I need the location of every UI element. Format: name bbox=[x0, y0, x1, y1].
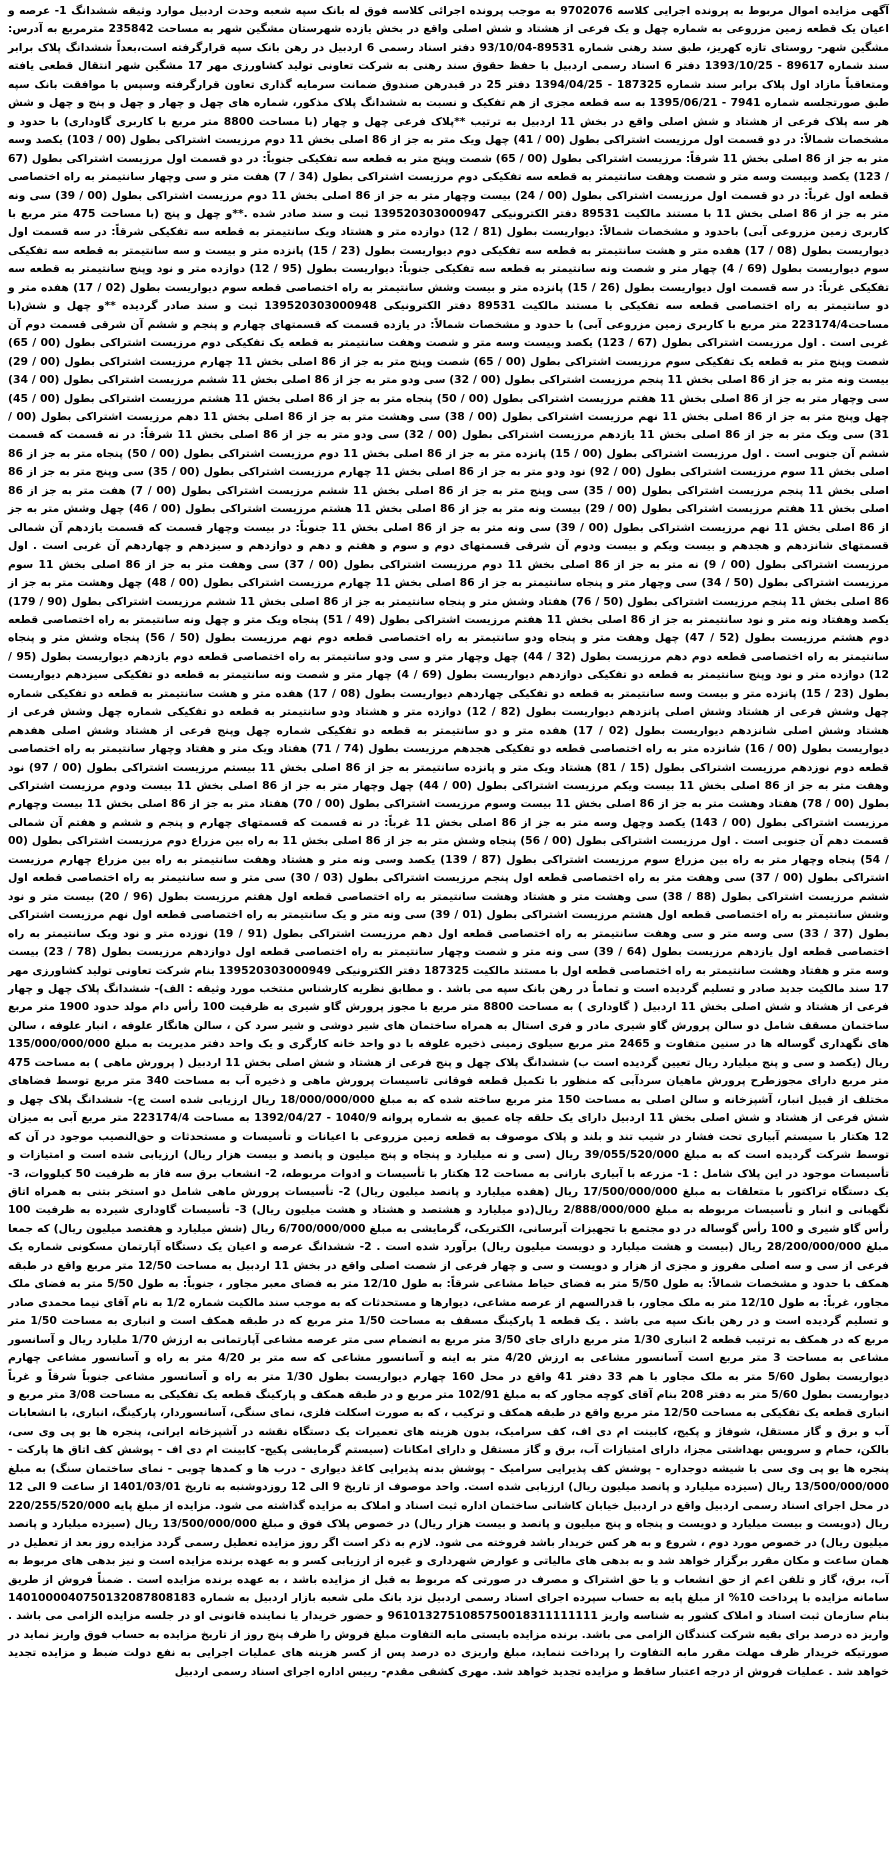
notice-text bbox=[8, 2, 889, 1681]
notice-title: آگهی مزایده اموال مربوط به پرونده اجرایی کلاسه 9702076 bbox=[560, 4, 889, 17]
notice-body: به موجب پرونده اجرائی کلاسه فوق له بانک سپه شعبه وحدت اردبیل موارد وثیقه ششدانگ 1- عرصه و اعیان یک قطعه زمین مزروعی به شماره چهل و یک فرعی از هشتاد و شش اصلی واقع در بخش یازده شهرستان مشگین شهر به مساحت 235842 مترمربع به آدرس: مشگین شهر- روستای تازه کهریز، طبق سند رهنی شماره 89531-93/10/04 دفتر اسناد رسمی 6 اردبیل در رهن بانک سپه قرارگرفته است،بعداً ششدانگ پلاک برابر سند شماره 89617 - 1393/10/25 دفتر 6 اسناد رسمی اردبیل با حفظ حقوق سند رهنی به شرکت تعاونی تولید کشاورزی مهر 17 مشگین شهر انتقال قطعی یافته ومتعاقباً مازاد اول پلاک برابر سند شماره 187325 - 1394/04/25 دفتر 25 در قبدرهن صندوق ضمانت سرمایه گذاری تعاون قرارگرفته وسپس با موافقت بانک سپه طبق صورتجلسه شماره 7941 - 1395/06/21 به سه قطعه مجزی از هم تفکیک و نسبت به ششدانگ پلاک مذکور، شماره های چهل و چهار و چهل و پنج و چهل و شش هر سه پلاک فرعی از هشتاد و شش اصلی واقع در بخش 11 اردبیل به ترتیب **پلاک فرعی چهل و چهار (با مساحت 8800 متر مربع با کاربری گاوداری) با حدود و مشخصات شمالاً: در دو قسمت اول مرزیست اشتراکی بطول (00 / 41) چهل ویک متر به جز از 86 اصلی بخش 11 دوم مرزیست اشتراکی بطول (00 / 103) یکصد وسه متر به جز از 86 اصلی بخش 11 شرقاً: مرزیست اشتراکی بطول (00 / 65) شصت وپنج متر به قطعه سه تفکیکی جنوباً: در دو قسمت اول مرزیست اشتراکی بطول (67 / 123) یکصد وبیست وسه متر و شصت وهفت سانتیمتر به قطعه سه تفکیکی دوم مرزیست اشتراکی بطول (34 / 7) هفت متر و سی وچهار سانتیمتر به راه اختصاصی قطعه اول غرباً: در دو قسمت اول مرزیست اشتراکی بطول (00 / 24) بیست وچهار متر به جز از 86 اصلی بخش 11 دوم مرزیست اشتراکی بطول (00 / 39) سی ونه متر به جز از 86 اصلی بخش 11 با مستند مالکیت 89531 دفتر الکترونیکی 139520303000947 ثبت و سند صادر شده .**و چهل و پنج (با مساحت 475 متر مربع با کاربری زمین مزروعی آبی) باحدود و مشخصات شمالاً: دیواریست بطول (81 / 12) دوازده متر و هشتاد ویک سانتیمتر به قطعه سه تفکیکی شرقاً: در سه قسمت اول دیواریست بطول (08 / 17) هفده متر و هشت سانتیمتر به قطعه سه تفکیکی دوم دیواریست بطول (23 / 15) پانزده متر و بیست و سه سانتیمتر به قطعه سه تفکیکی سوم دیواریست بطول (69 / 4) چهار متر و شصت ونه سانتیمتر به قطعه سه تفکیکی جنوباً: دیواریست بطول (95 / 12) دوازده متر و نود وپنج سانتیمتر به قطعه سه تفکیکی غرباً: در سه قسمت اول دیواریست بطول (26 / 15) پانزده متر و بیست وشش سانتیمتر به راه اختصاصی قطعه سوم دیواریست بطول (02 / 17) هفده متر و دو سانتیمتر به راه اختصاصی قطعه سه تفکیکی با مستند مالکیت 89531 دفتر الکترونیکی 139520303000948 ثبت و سند صادر گردیده **و چهل و شش(با مساحت223174/4 متر مربع با کاربری زمین مزروعی آبی) با حدود و مشخصات شمالاً: در یازده قسمت که قسمتهای چهارم و پنجم و ششم آن شرقی قسمت دوم آن غربی است . اول مرزیست اشتراکی بطول (67 / 123) یکصد وبیست وسه متر و شصت وهفت سانتیمتر به قطعه یک تفکیکی دوم مرزیست اشتراکی بطول (00 / 65) شصت وپنج متر به قطعه یک تفکیکی سوم مرزیست اشتراکی بطول (00 / 65) شصت وپنج متر به جز از 86 اصلی بخش 11 چهارم مرزیست اشتراکی بطول (00 / 29) بیست ونه متر به جز از 86 اصلی بخش 11 پنجم مرزیست اشتراکی بطول (00 / 32) سی ودو متر به جز از 86 اصلی بخش 11 ششم مرزیست اشتراکی بطول (00 / 34) سی وچهار متر به جز از 86 اصلی بخش 11 هفتم مرزیست اشتراکی بطول (00 / 50) پنجاه متر به جز از 86 اصلی بخش 11 هشتم مرزیست اشتراکی بطول (00 / 45) چهل وپنج متر به جز از 86 اصلی بخش 11 نهم مرزیست اشتراکی بطول (00 / 38) سی وهشت متر به جز از 86 اصلی بخش 11 دهم مرزیست اشتراکی بطول (00 / 31) سی ویک متر به جز از 86 اصلی بخش 11 یازدهم مرزیست اشتراکی بطول (00 / 32) سی ودو متر به جز از 86 اصلی بخش 11 شرقاً: در نه قسمت که قسمت ششم آن جنوبی است . اول مرزیست اشتراکی بطول (00 / 15) پانزده متر به جز از 86 اصلی بخش 11 دوم مرزیست اشتراکی بطول (00 / 50) پنجاه متر به جز از 86 اصلی بخش 11 سوم مرزیست اشتراکی بطول (00 / 92) نود ودو متر به جز از 86 اصلی بخش 11 چهارم مرزیست اشتراکی بطول (00 / 35) سی وپنج متر به جز از 86 اصلی بخش 11 پنجم مرزیست اشتراکی بطول (00 / 35) سی وپنج متر به جز از 86 اصلی بخش 11 ششم مرزیست اشتراکی بطول (00 / 7) هفت متر به جز از 86 اصلی بخش 11 هفتم مرزیست اشتراکی بطول (00 / 29) بیست ونه متر به جز از 86 اصلی بخش 11 هشتم مرزیست اشتراکی بطول (00 / 46) چهل وشش متر به جز از 86 اصلی بخش 11 نهم مرزیست اشتراکی بطول (00 / 39) سی ونه متر به جز از 86 اصلی بخش 11 جنوباً: در بیست وچهار قسمت که قسمت یازدهم آن شمالی قسمتهای شانزدهم و هجدهم و بیست ویکم و بیست ودوم آن شرقی قسمتهای دوم و سوم و هفتم و دهم و دوازدهم و سیزدهم و چهاردهم آن غربی است . اول مرزیست اشتراکی بطول (00 / 9) نه متر به جز از 86 اصلی بخش 11 دوم مرزیست اشتراکی بطول (00 / 37) سی وهفت متر به جز از 86 اصلی بخش 11 سوم مرزیست اشتراکی بطول (50 / 34) سی وچهار متر و پنجاه سانتیمتر به جز از 86 اصلی بخش 11 چهارم مرزیست اشتراکی بطول (00 / 48) چهل وهشت متر به جز از 86 اصلی بخش 11 پنجم مرزیست اشتراکی بطول (50 / 76) هفتاد وشش متر و پنجاه سانتیمتر به جز از 86 اصلی بخش 11 ششم مرزیست اشتراکی بطول (90 / 179) یکصد وهفتاد ونه متر و نود سانتیمتر به جز از 86 اصلی بخش 11 هفتم مرزیست اشتراکی بطول (49 / 51) پنجاه ویک متر و چهل ونه سانتیمتر به راه اختصاصی قطعه دوم هشتم مرزیست بطول (52 / 47) چهل وهفت متر و پنجاه ودو سانتیمتر به راه اختصاصی قطعه دوم نهم مرزیست بطول (50 / 56) پنجاه وشش متر و پنجاه سانتیمتر به راه اختصاصی قطعه دوم دهم مرزیست بطول (32 / 44) چهل وچهار متر و سی ودو سانتیمتر به راه اختصاصی قطعه دوم یازدهم دیواریست بطول (95 / 12) دوازده متر و نود وپنج سانتیمتر به قطعه دو تفکیکی دوازدهم دیواریست بطول (69 / 4) چهار متر و شصت ونه سانتیمتر به قطعه دو تفکیکی سیزدهم دیواریست بطول (23 / 15) پانزده متر و بیست وسه سانتیمتر به قطعه دو تفکیکی چهاردهم دیواریست بطول (08 / 17) هفده متر و هشت سانتیمتر به قطعه دو تفکیکی شماره چهل وشش فرعی از هشتاد وشش اصلی پانزدهم دیواریست بطول (82 / 12) دوازده متر و هشتاد ودو سانتیمتر به قطعه دو تفکیکی شماره چهل وشش فرعی از هشتاد وشش اصلی شانزدهم دیواریست بطول (02 / 17) هفده متر و دو سانتیمتر به قطعه دو تفکیکی شماره چهل وپنج فرعی از هشتاد وشش اصلی هفدهم دیواریست بطول (00 / 16) شانزده متر به راه اختصاصی قطعه دو تفکیکی هجدهم مرزیست بطول (74 / 71) هفتاد ویک متر و هفتاد وچهار سانتیمتر به راه اختصاصی قطعه دوم نوزدهم مرزیست اشتراکی بطول (15 / 81) هشتاد ویک متر و پانزده سانتیمتر به جز از 86 اصلی بخش 11 بیستم مرزیست اشتراکی بطول (00 / 97) نود وهفت متر به جز از 86 اصلی بخش 11 بیست ویکم مرزیست اشتراکی بطول (00 / 44) چهل وچهار متر به جز از 86 اصلی بخش 11 بیست ودوم مرزیست اشتراکی بطول (00 / 78) هفتاد وهشت متر به جز از 86 اصلی بخش 11 بیست وسوم مرزیست اشتراکی بطول (00 / 70) هفتاد متر به جز از 86 اصلی بخش 11 بیست وچهارم مرزیست اشتراکی بطول (00 / 143) یکصد وچهل وسه متر به جز از 86 اصلی بخش 11 غرباً: در نه قسمت که قسمتهای چهارم و پنجم و ششم و هفتم آن شمالی قسمت دهم آن جنوبی است . اول مرزیست اشتراکی بطول (00 / 56) پنجاه وشش متر به جز از 86 اصلی بخش 11 به راه بین مزراع دوم مرزیست اشتراکی بطول (00 / 54) پنجاه وچهار متر به راه بین مزراع سوم مرزیست اشتراکی بطول (87 / 139) یکصد وسی ونه متر و هشتاد وهفت سانتیمتر به راه بین مزراع چهارم مرزیست اشتراکی بطول (00 / 37) سی وهفت متر به راه اختصاصی قطعه اول پنجم مرزیست اشتراکی بطول (03 / 30) سی متر و سه سانتیمتر به راه اختصاصی قطعه اول ششم مرزیست اشتراکی بطول (88 / 38) سی وهشت متر و هشتاد وهشت سانتیمتر به راه اختصاصی قطعه اول هفتم مرزیست بطول (96 / 20) بیست متر و نود وشش سانتیمتر به راه اختصاصی قطعه اول هشتم مرزیست اشتراکی بطول (01 / 39) سی ونه متر و یک سانتیمتر به راه اختصاصی قطعه اول نهم مرزیست اشتراکی بطول (37 / 33) سی وسه متر و سی وهفت سانتیمتر به راه اختصاصی قطعه اول دهم مرزیست اشتراکی بطول (91 / 19) نوزده متر و نود ویک سانتیمتر به راه اختصاصی قطعه اول یازدهم مرزیست بطول (64 / 39) سی ونه متر و شصت وچهار سانتیمتر به راه اختصاصی قطعه اول دوازدهم مرزیست بطول (78 / 23) بیست وسه متر و هفتاد وهشت سانتیمتر به راه اختصاصی قطعه اول با مستند مالکیت 187325 دفتر الکترونیکی 139520303000949 بنام شرکت تعاونی تولید کشاورزی مهر 17 سند مالکیت جدید صادر و تسلیم گردیده است و تماماً در رهن بانک سپه می باشد . و مطابق نظریه کارشناس منتخب مورد وثیقه : الف)- ششدانگ پلاک چهل و چهار فرعی از هشتاد و شش اصلی بخش 11 اردبیل ( گاوداری ) به مساحت 8800 متر مربع با مجوز پرورش گاو شیری به ظرفیت 100 رأس دام مولد حدود 1900 متر مربع ساختمان مسقف شامل دو سالن پرورش گاو شیری مادر و فری استال به همراه ساختمان های شیر دوشی و شیر سرد کن ، سالن هانگار علوفه ، انبار علوفه ، سالن های نگهداری گوساله ها در سنین متفاوت و 2465 متر مربع سیلوی زمینی ذخیره علوفه با دو واحد خانه کارگری و یک واحد دفتر مدیریت به مبلغ 135/000/000/000 ریال (یکصد و سی و پنج میلیارد ریال تعیین گردیده است ب) ششدانگ پلاک چهل و پنج فرعی از هشتاد و شش اصلی بخش 11 اردبیل ( پرورش ماهی ) به مساحت 475 متر مربع دارای مجوزطرح پرورش ماهیان سردآبی که منظور با تکمیل قطعه فوقانی تاسیسات پرورش ماهی و ذخیره آب به مساحت 340 متر مربع توسط فضاهای مختلف از قبیل انبار، آشپزخانه و سالن اصلی به مساحت 150 متر مربع ساخته شده که به مبلغ 18/000/000/000 ریال ارزیابی شده است ج)- ششدانگ پلاک چهل و شش فرعی از هشتاد و شش اصلی بخش 11 اردبیل دارای یک حلقه چاه عمیق به شماره پروانه 1040/9 - 1392/04/27 به مساحت 223174/4 متر مربع آبی به میزان 12 هکتار با سیستم آبیاری تحت فشار در شیب تند و بلند و پلاک موصوف به قطعه زمین مزروعی با اعیانات و تأسیسات و مستحدثات و حق‌النصیب موجود در آن که توسط شرکت گردیده است که به مبلغ 39/055/520/000 ریال (سی و نه میلیارد و پنجاه و پنج میلیون و پانصد و بیست هزار ریال) ارزیابی شده است و امتیازات و تأسیسات موجود در این پلاک شامل : 1- مزرعه با آبیاری بارانی به مساحت 12 هکتار با تأسیسات و ادوات مربوطه، 2- انشعاب برق سه فاز به ظرفیت 50 کیلووات، 3- یک دستگاه تراکتور با متعلقات به مبلغ 17/500/000/000 ریال (هفده میلیارد و پانصد میلیون ریال) 2- تأسیسات پرورش ماهی شامل دو استخر بتنی به همراه اتاق نگهبانی و انبار و تأسیسات مربوطه به مبلغ 2/888/000/000 ریال(دو میلیارد و هشتصد و هشتاد و هشت میلیون ریال) 3- تأسیسات گاوداری شیرده به ظرفیت 100 رأس گاو شیری و 100 رأس گوساله در دو مجتمع با تجهیزات آبرسانی، الکتریکی، گرمایشی به مبلغ 6/700/000/000 ریال (شش میلیارد و هفتصد میلیون ریال) که جمعا مبلغ 28/200/000/000 ریال (بیست و هشت میلیارد و دویست میلیون ریال) برآورد شده است . 2- ششدانگ عرصه و اعیان یک دستگاه آپارتمان مسکونی شماره یک فرعی از سی و سه اصلی مفروز و مجزی از هزار و دویست و سی و چهار فرعی از شصت اصلی واقع در بخش 11 اردبیل به مساحت 12/50 متر مربع واقع در طبقه همکف با حدود و مشخصات شمالاً: به طول 5/50 متر به فضای حیاط مشاعی شرقاً: به طول 12/10 متر به فضای معبر مجاور ، جنوباً: به طول 5/50 متر به فضای ملک مجاور، غرباً: به طول 12/10 متر به ملک مجاور، با قدرالسهم از عرصه مشاعی، دیوارها و مستحدثات که به موجب سند مالکیت شماره 1/2 به نام آقای نیما محمدی صادر و تسلیم گردیده است و در رهن بانک سپه می باشد . یک قطعه 1 پارکینگ مسقف به مساحت 1/50 متر مربع که در طبقه همکف است و انباری به مساحت 1/50 متر مربع که در همکف به ترتیب قطعه 2 انباری 1/30 متر مربع دارای جای 3/50 متر مربع به انضمام سی متر عرصه مشاعی آپارتمانی به ارزش 1/70 ملیارد ریال و آسانسور مشاعی به مساحت 3 متر مربع است آسانسور مشاعی به ارزش 4/20 متر به اینه و آسانسور مشاعی که سه متر بر 4/20 متر به راه و آسانسور مشاعی چهارم دیواریست بطول 5/60 متر به ملک مجاور با هم 33 دفتر 41 واقع در محل 160 چهارم دیواریست بطول 1/30 متر به راه و آسانسور مشاعی جنوباً شرقاً و غرباً دیواریست بطول 5/60 متر به دفتر 208 بنام آقای کوچه مجاور که به مبلغ 102/91 متر مربع و در طبقه همکف و پارکینگ قطعه یک تفکیکی به مساحت 3/08 متر مربع و انباری قطعه یک تفکیکی به مساحت 12/50 متر مربع واقع در طبقه همکف و ترکیب ، که به صورت اسکلت فلزی، نمای سنگی، آسانسوردار، پارکینگ، انباری، با انشعابات آب و برق و گاز مستقل، شوفاژ و پکیج، کابینت ام دی اف، کف سرامیک، بدون هزینه های تعمیرات یک دستگاه نقشه در آشپزخانه ایرانی، پنجره ها یو پی وی سی، بالکن، حمام و سرویس بهداشتی مجزا، دارای امتیازات آب، برق و گاز مستقل و دارای امکانات (سیستم گرمایشی پکیج- کابینت ام دی اف - پوشش کف اتاق ها پارکت - پنجره ها یو پی وی سی با شیشه دوجداره - پوشش کف پذیرایی سرامیک - پوشش بدنه پذیرایی کاغذ دیواری - درب ها و کمدها چوبی - نمای ساختمان سنگ) به مبلغ 13/500/000/000 ریال (سیزده میلیارد و پانصد میلیون ریال) ارزیابی شده است. واحد موصوف از تاریخ 9 الی 12 روزدوشنبه به تاریخ 1401/03/01 از ساعت 9 الی 12 در محل اجرای اسناد رسمی اردبیل واقع در اردبیل خیابان کاشانی ساختمان اداره ثبت اسناد و املاک به مزایده گذاشته می شود. مزایده از مبلغ پایه 220/255/520/000 ریال (دویست و بیست میلیارد و دویست و پنجاه و پنج میلیون و پانصد و بیست هزار ریال) در خصوص پلاک فوق و مبلغ 13/500/000/000 ریال (سیزده میلیارد و پانصد میلیون ریال) در خصوص مورد دوم ، شروع و به هر کس خریدار باشد فروخته می شود. لازم به ذکر است اگر روز مزایده تعطیل رسمی گردد مزایده روز بعد از تعطیل در همان ساعت و مکان مقرر برگزار خواهد شد و به بدهی های مالیاتی و عوارض شهرداری و غیره از ارزیابی کسر و به عهده برنده مزایده است و نیز بدهی های مربوط به آب، برق، گاز و تلفن اعم از حق انشعاب و یا حق اشتراک و مصرف در صورتی که مربوط به قبل از مزایده باشد ، به عهده برنده مزایده است . ضمناً فروش از طریق سامانه مزایده با پرداخت 10% از مبلغ پایه به حساب سپرده اجرای اسناد رسمی اردبیل نزد بانک ملی شعبه بازار اردبیل به شماره 1401000040750132087808183 بنام سازمان ثبت اسناد و املاک کشور به شناسه واریز 9610132751085750018311111111 و حضور خریدار یا نماینده قانونی او در جلسه مزایده الزامی می باشد . واریز ده درصد برای بقیه شرکت کنندگان الزامی می باشد. برنده مزایده بایستی مابه التفاوت مبلغ فروش را ظرف پنج روز از تاریخ مزایده به حساب فوق واریز نماید در صورتیکه خریدار ظرف مهلت مقرر مابه التفاوت را پرداخت ننماید، مبلغ واریزی ده درصد پس از کسر هزینه های عملیات اجرایی به نفع دولت ضبط و مزایده تجدید خواهد شد . عملیات فروش از درجه اعتبار ساقط و مزایده تجدید خواهد شد. مهری کشفی مقدم- رییس اداره اجرای اسناد رسمی اردبیل bbox=[8, 4, 890, 1678]
